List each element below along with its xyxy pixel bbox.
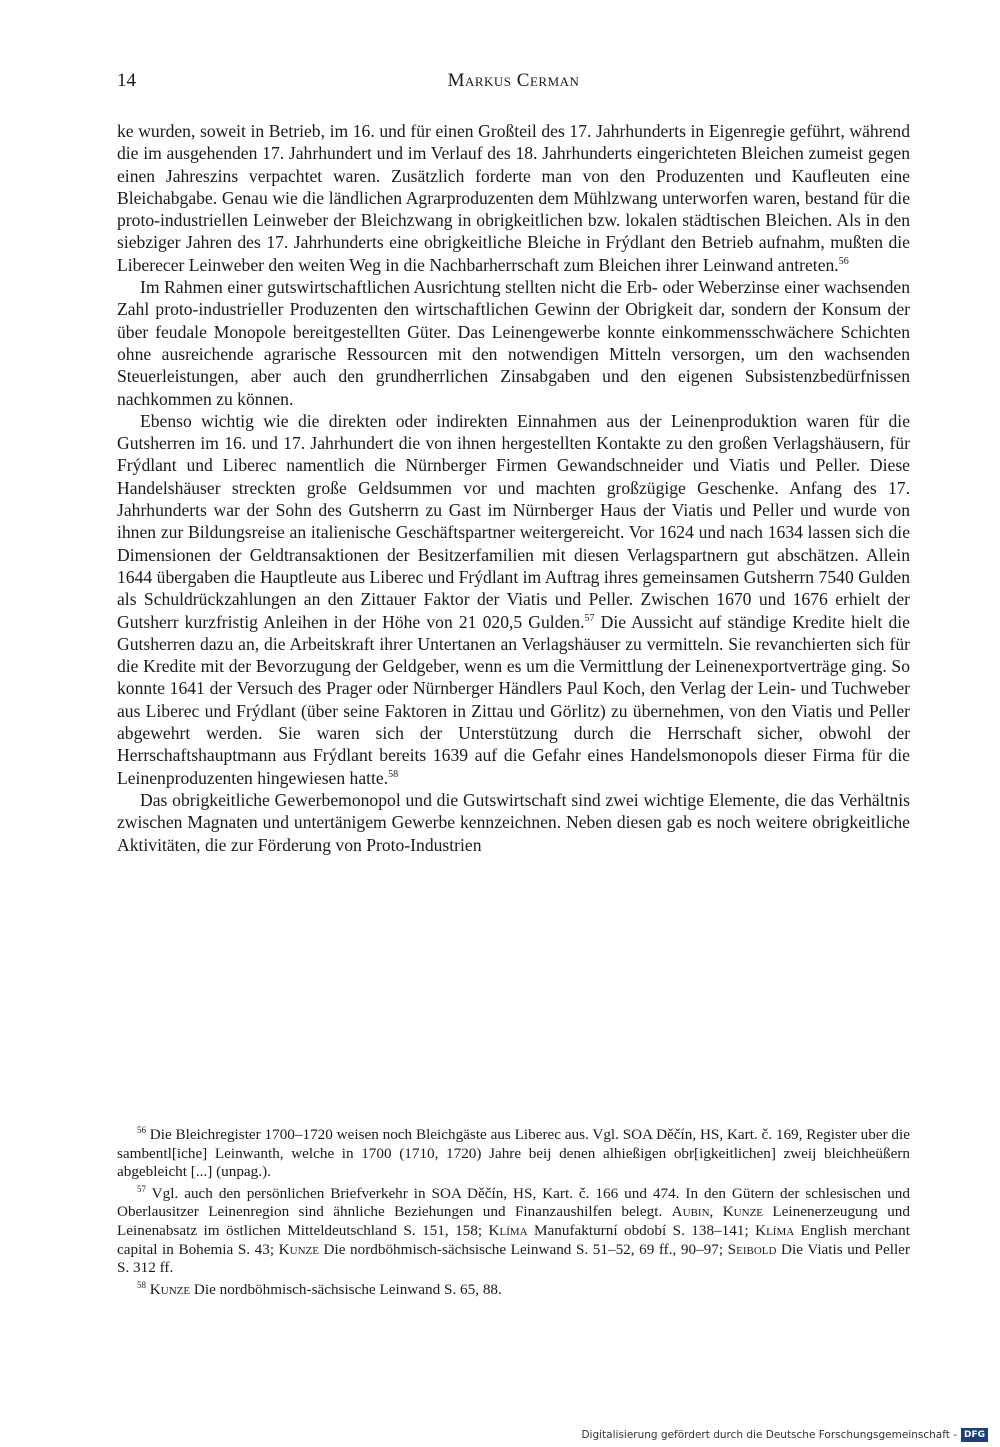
footnote-text: English merchant capital in Bohemia S. 43; — [117, 1221, 910, 1258]
footnote-text: , — [709, 1203, 723, 1221]
footnote-number: 58 — [137, 1279, 146, 1290]
footnote-text: Manufakturní období S. 138–141; — [527, 1221, 756, 1239]
author-name: Seibold — [727, 1240, 777, 1258]
footnote-ref: 58 — [388, 768, 399, 780]
footnote — [117, 1185, 910, 1278]
footnote-ref: 57 — [584, 612, 595, 624]
footnote-text: Die nordböhmisch-sächsische Leinwand S. 65, 88. — [190, 1280, 502, 1298]
author-name: Aubin — [671, 1203, 710, 1221]
paragraph — [117, 410, 910, 789]
footnote-text: Die Viatis und Peller S. 312 ff. — [117, 1240, 910, 1277]
footnote-text: Die nordböhmisch-sächsische Leinwand S. 51–52, 69 ff., 90–97; — [318, 1240, 728, 1258]
footnote-text: Leinenerzeugung und Leinenabsatz im östlichen Mitteldeutschland S. 151, 158; — [117, 1203, 910, 1239]
page-number: 14 — [117, 70, 136, 91]
footnote-text: Die Bleichregister 1700–1720 weisen noch Bleichgäste aus Liberec aus. Vgl. SOA Děčín, HS, Kart. č. 169, Register uber die sambentl[iche] Leinwanth, welche in 1700 (1710, 1720) Jahre beij denen alhießigen obr[igkeitlichen] zweij bleichheüßern abgebleicht [...] (unpag.). — [117, 1126, 910, 1181]
author-name: Klíma — [488, 1221, 528, 1239]
footnote-ref: 56 — [838, 255, 849, 267]
funding-note: Digitalisierung gefördert durch die Deutsche Forschungsgemeinschaft - — [581, 1429, 957, 1441]
paragraph-text: ke wurden, soweit in Betrieb, im 16. und für einen Großteil des 17. Jahrhunderts in Eigenregie geführt, während die im ausgehenden 17. Jahrhundert und im Verlauf des 18. Jahrhunderts eingerichteten Bleichen zumeist gegen einen Jahreszins verpachtet waren. Zusätzlich forderte man von den Produzenten und Kaufleuten eine Bleichabgabe. Genau wie die ländlichen Agrarproduzenten dem Mühlzwang unterworfen waren, bestand für die proto-industriellen Leinweber der Bleichzwang in obrigkeitlichen bzw. lokalen städtischen Bleichen. Als in den siebziger Jahren des 17. Jahrhunderts eine obrigkeitliche Bleiche in Frýdlant den Betrieb aufnahm, mußten die Liberecer Leinweber den weiten Weg in die Nachbarherrschaft zum Bleichen ihrer Leinwand antreten. — [117, 121, 910, 275]
paragraph-text: Ebenso wichtig wie die direkten oder indirekten Einnahmen aus der Leinenproduktion waren für die Gutsherren im 16. und 17. Jahrhundert die von ihnen hergestellten Kontakte zu den großen Verlagshäusern, für Frýdlant und Liberec namentlich die Nürnberger Firmen Gewandschneider und Viatis und Peller. Diese Handelshäuser streckten große Geldsummen vor und machten großzügige Geschenke. Anfang des 17. Jahrhunderts war der Sohn des Gutsherrn zu Gast im Nürnberger Haus der Viatis und Peller und wurde von ihnen zur Bildungsreise an italienische Geschäftspartner weitergereicht. Vor 1624 und nach 1634 lassen sich die Dimensionen der Geldtransaktionen der Besitzerfamilien mit diesen Verlagspartnern gut abschätzen. Allein 1644 übergaben die Hauptleute aus Liberec und Frýdlant im Auftrag ihres gemeinsamen Gutsherrn 7540 Gulden als Schuldrückzahlungen an den Zittauer Faktor der Viatis und Peller. Zwischen 1670 und 1676 erhielt der Gutsherr kurzfristig Anleihen in der Höhe von 21 020,5 Gulden. — [117, 410, 910, 632]
footnote — [117, 1281, 910, 1300]
dfg-logo: DFG — [961, 1428, 988, 1442]
digitization-footer — [581, 1427, 988, 1443]
paragraph: Das obrigkeitliche Gewerbemonopol und die Gutswirtschaft sind zwei wichtige Elemente, die das Verhältnis zwischen Magnaten und untertänigem Gewerbe kennzeichnen. Neben diesen gab es noch weitere obrigkeitliche Aktivitäten, die zur Förderung von Proto-Industrien — [117, 789, 910, 855]
author-name: Kunze — [149, 1280, 191, 1298]
footnote — [117, 1126, 910, 1182]
author-name: Kunze — [722, 1203, 764, 1221]
paragraph-text: Die Aussicht auf ständige Kredite hielt die Gutsherren dazu an, die Arbeitskraft ihrer Untertanen an Verlagshäuser zu vermitteln. Sie revanchierten sich für die Kredite mit der Bevorzugung der Geldgeber, wenn es um die Vermittlung der Leinenexportverträge ging. So konnte 1641 der Versuch des Prager oder Nürnberger Händlers Paul Koch, den Verlag der Lein- und Tuchweber aus Liberec und Frýdlant (über seine Faktoren in Zittau und Görlitz) zu übernehmen, von den Viatis und Peller abgewehrt werden. Sie waren sich der Unterstützung durch die Herrschaft sicher, obwohl der Herrschaftshauptmann aus Frýdlant bereits 1639 auf die Gefahr eines Handelsmonopols dieser Firma für die Leinenproduzenten hingewiesen hatte. — [117, 611, 910, 788]
footnotes — [117, 1126, 910, 1302]
footnote-number: 56 — [137, 1125, 146, 1135]
footnote-number: 57 — [137, 1183, 146, 1194]
main-text — [117, 120, 910, 856]
author-name: Klíma — [755, 1221, 795, 1239]
page-header — [117, 70, 910, 96]
running-head: Markus Cerman — [447, 70, 580, 91]
author-name: Kunze — [278, 1240, 319, 1258]
paragraph — [117, 120, 910, 276]
paragraph: Im Rahmen einer gutswirtschaftlichen Ausrichtung stellten nicht die Erb- oder Weberzinse einer wachsenden Zahl proto-industrieller Produzenten den wirtschaftlichen Gewinn der Obrigkeit dar, sondern der Konsum der über feudale Monopole bereitgestellten Güter. Das Leinengewerbe konnte einkommensschwächere Schichten ohne ausreichende agrarische Ressourcen mit den notwendigen Mitteln versorgen, um den wachsenden Steuerleistungen, aber auch den grundherrlichen Zinsabgaben und den eigenen Subsistenzbedürfnissen nachkommen zu können. — [117, 277, 910, 409]
footnote-text: Vgl. auch den persönlichen Briefverkehr in SOA Děčín, HS, Kart. č. 166 und 474. In den Gütern der schlesischen und Oberlausitzer Leinenregion sind ähnliche Beziehungen und Finanzaushilfen belegt. — [117, 1184, 910, 1221]
